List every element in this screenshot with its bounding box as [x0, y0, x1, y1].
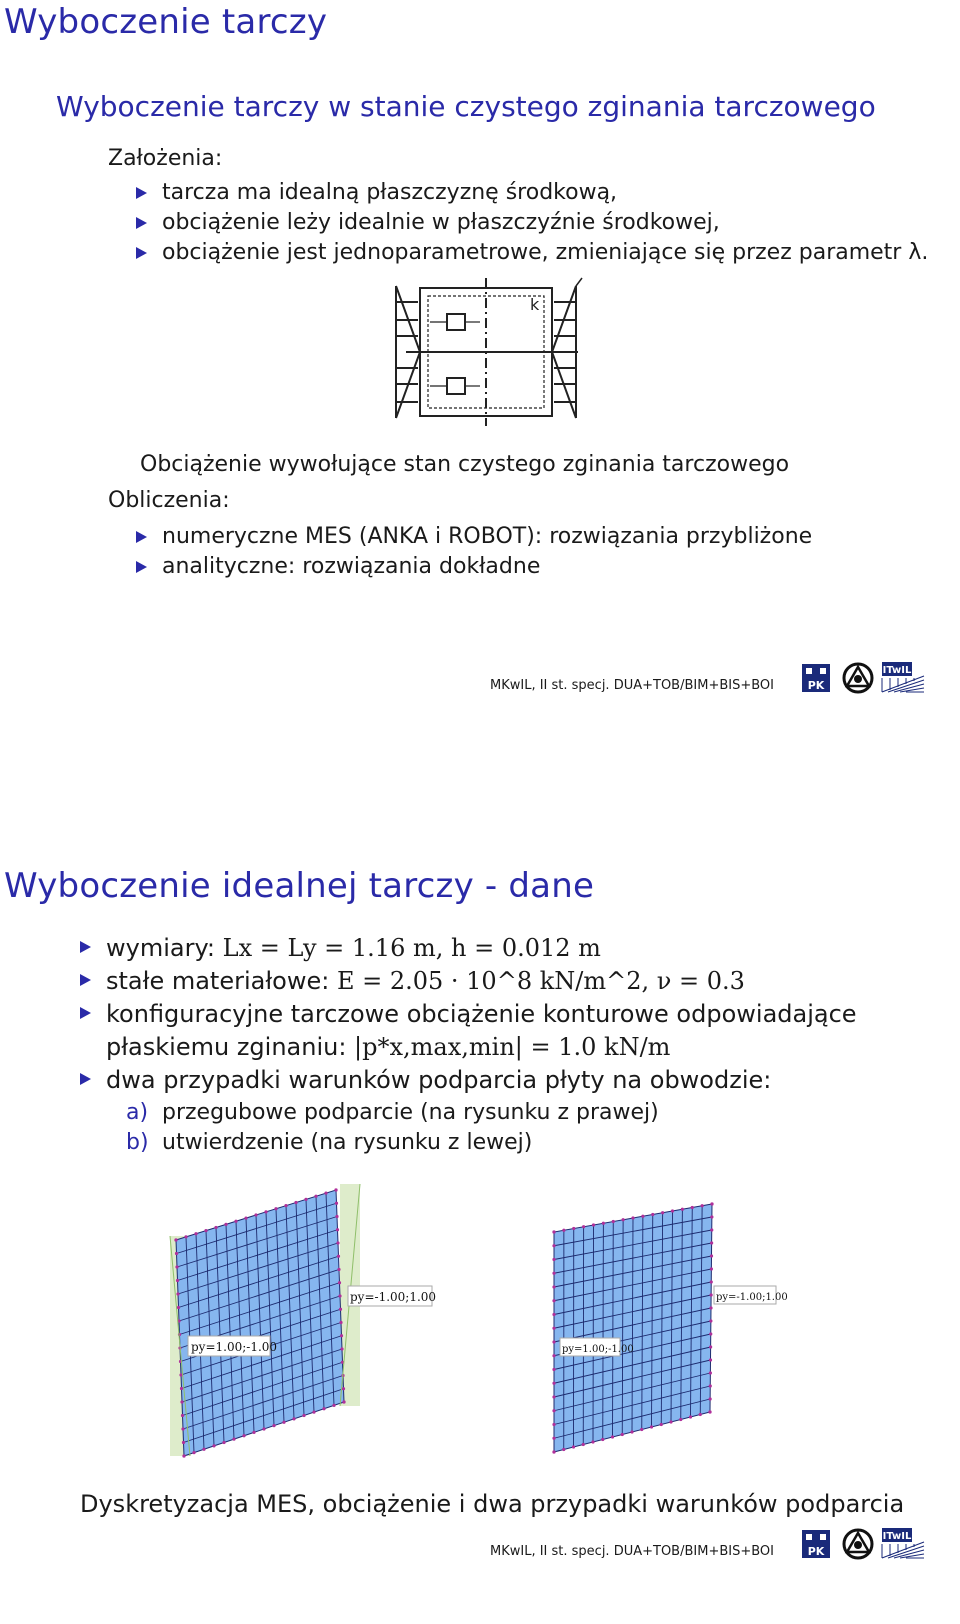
support-marker: [194, 1232, 197, 1235]
support-marker: [630, 1430, 633, 1433]
support-marker: [709, 1384, 712, 1387]
top-load-label: py=-1.00;1.00: [350, 1290, 437, 1304]
support-marker: [180, 1400, 183, 1403]
support-marker: [224, 1223, 227, 1226]
support-marker: [651, 1213, 654, 1216]
bullet-triangle-icon: [136, 561, 147, 573]
support-marker: [335, 1215, 338, 1218]
support-marker: [552, 1354, 555, 1357]
bending-plate-figure: [392, 278, 592, 428]
support-marker: [552, 1230, 555, 1233]
support-marker: [572, 1445, 575, 1448]
support-marker: [337, 1268, 340, 1271]
list-item: analityczne: rozwiązania dokładne: [136, 552, 812, 582]
support-marker: [552, 1272, 555, 1275]
support-marker: [611, 1435, 614, 1438]
mesh-left: [174, 1188, 345, 1457]
support-marker: [591, 1440, 594, 1443]
support-marker: [340, 1334, 343, 1337]
support-marker: [582, 1225, 585, 1228]
support-marker: [669, 1420, 672, 1423]
support-marker: [284, 1204, 287, 1207]
figure-caption: Dyskretyzacja MES, obciążenie i dwa przypadki warunków podparcia: [80, 1490, 905, 1518]
list-item: obciążenie leży idealnie w płaszczyźnie środkowej,: [136, 208, 928, 238]
support-marker: [592, 1223, 595, 1226]
support-marker: [322, 1407, 325, 1410]
faculty-emblem-logo: [842, 1528, 874, 1564]
support-marker: [254, 1213, 257, 1216]
support-marker: [242, 1434, 245, 1437]
support-marker: [232, 1438, 235, 1441]
figure-caption: Obciążenie wywołujące stan czystego zginania tarczowego: [140, 452, 790, 477]
support-marker: [182, 1454, 185, 1457]
support-marker: [709, 1306, 712, 1309]
support-marker: [244, 1217, 247, 1220]
support-marker: [552, 1409, 555, 1412]
bullet-triangle-icon: [80, 974, 91, 986]
support-marker: [175, 1252, 178, 1255]
support-marker: [709, 1397, 712, 1400]
support-marker: [336, 1228, 339, 1231]
support-marker: [709, 1319, 712, 1322]
support-marker: [335, 1202, 338, 1205]
support-marker: [671, 1209, 674, 1212]
list-item-continuation: płaskiemu zginaniu: |p*x,max,min| = 1.0 kN/m: [106, 1033, 671, 1061]
slide-title: Wyboczenie tarczy: [4, 2, 328, 42]
pk-logo: [800, 1528, 832, 1564]
support-marker: [661, 1211, 664, 1214]
support-marker: [709, 1345, 712, 1348]
support-marker: [294, 1201, 297, 1204]
support-marker: [338, 1281, 341, 1284]
support-marker: [552, 1450, 555, 1453]
support-marker: [339, 1321, 342, 1324]
faculty-emblem-logo: [842, 662, 874, 698]
support-marker: [340, 1347, 343, 1350]
calculations-list: [136, 522, 812, 582]
support-marker: [612, 1220, 615, 1223]
support-marker: [214, 1226, 217, 1229]
fem-mesh-right-figure: [540, 1190, 788, 1466]
support-marker: [621, 1433, 624, 1436]
support-marker: [204, 1229, 207, 1232]
mesh-right: [552, 1202, 713, 1453]
support-marker: [582, 1443, 585, 1446]
bottom-load-label: py=1.00;-1.00: [191, 1340, 278, 1354]
support-marker: [622, 1218, 625, 1221]
support-marker: [562, 1448, 565, 1451]
support-marker: [274, 1207, 277, 1210]
support-marker: [334, 1188, 337, 1191]
assumptions-list: [136, 178, 928, 268]
support-marker: [701, 1204, 704, 1207]
svg-text:ITwIL: ITwIL: [882, 665, 912, 676]
support-marker: [234, 1220, 237, 1223]
list-item: b) utwierdzenie (na rysunku z lewej): [126, 1130, 533, 1155]
bullet-triangle-icon: [136, 187, 147, 199]
list-item: dwa przypadki warunków podparcia płyty na obwodzie:: [80, 1064, 857, 1097]
support-marker: [324, 1192, 327, 1195]
support-marker: [180, 1387, 183, 1390]
support-marker: [631, 1216, 634, 1219]
bullet-triangle-icon: [80, 1007, 91, 1019]
support-marker: [709, 1332, 712, 1335]
support-marker: [689, 1415, 692, 1418]
support-marker: [710, 1267, 713, 1270]
support-marker: [552, 1340, 555, 1343]
support-marker: [552, 1285, 555, 1288]
footer-text: MKwIL, II st. specj. DUA+TOB/BIM+BIS+BOI: [490, 678, 774, 693]
support-marker: [710, 1215, 713, 1218]
list-item: numeryczne MES (ANKA i ROBOT): rozwiązania przybliżone: [136, 522, 812, 552]
support-marker: [572, 1227, 575, 1230]
support-marker: [184, 1235, 187, 1238]
support-marker: [337, 1255, 340, 1258]
support-marker: [282, 1421, 285, 1424]
support-marker: [192, 1451, 195, 1454]
support-marker: [552, 1423, 555, 1426]
support-marker: [601, 1438, 604, 1441]
support-marker: [264, 1210, 267, 1213]
support-marker: [562, 1229, 565, 1232]
support-cases-list: [126, 1098, 659, 1158]
support-marker: [342, 1400, 345, 1403]
support-marker: [181, 1427, 184, 1430]
list-item: a) przegubowe podparcie (na rysunku z prawej): [126, 1100, 659, 1125]
bottom-load-label: py=1.00;-1.00: [562, 1344, 634, 1355]
support-marker: [552, 1327, 555, 1330]
footer-text: MKwIL, II st. specj. DUA+TOB/BIM+BIS+BOI: [490, 1544, 774, 1559]
support-marker: [292, 1417, 295, 1420]
list-item: tarcza ma idealną płaszczyznę środkową,: [136, 178, 928, 208]
support-marker: [181, 1414, 184, 1417]
itwil-logo: [880, 660, 926, 698]
support-marker: [272, 1424, 275, 1427]
support-marker: [342, 1387, 345, 1390]
support-marker: [332, 1404, 335, 1407]
support-marker: [709, 1358, 712, 1361]
support-marker: [174, 1238, 177, 1241]
support-marker: [699, 1413, 702, 1416]
calculations-heading: Obliczenia:: [108, 488, 230, 513]
support-marker: [691, 1206, 694, 1209]
support-marker: [252, 1431, 255, 1434]
svg-text:PK: PK: [807, 679, 825, 692]
support-marker: [710, 1254, 713, 1257]
support-marker: [552, 1368, 555, 1371]
svg-text:ITwIL: ITwIL: [882, 1531, 912, 1542]
support-marker: [552, 1395, 555, 1398]
support-marker: [650, 1425, 653, 1428]
support-marker: [339, 1308, 342, 1311]
list-item: obciążenie jest jednoparametrowe, zmieniające się przez parametr λ.: [136, 238, 928, 268]
support-marker: [212, 1444, 215, 1447]
support-marker: [640, 1428, 643, 1431]
support-marker: [182, 1441, 185, 1444]
support-marker: [552, 1382, 555, 1385]
slide-1: [0, 0, 960, 810]
support-marker: [202, 1448, 205, 1451]
list-item: konfiguracyjne tarczowe obciążenie konturowe odpowiadające: [80, 998, 857, 1031]
support-marker: [660, 1423, 663, 1426]
support-marker: [175, 1265, 178, 1268]
slide-subtitle: Wyboczenie tarczy w stanie czystego zginania tarczowego: [56, 90, 876, 123]
support-marker: [304, 1198, 307, 1201]
slide-title: Wyboczenie idealnej tarczy - dane: [4, 866, 595, 906]
data-list: [80, 932, 857, 1097]
bullet-triangle-icon: [136, 247, 147, 259]
pk-logo: [800, 662, 832, 698]
bullet-triangle-icon: [80, 941, 91, 953]
support-marker: [177, 1306, 180, 1309]
support-marker: [710, 1202, 713, 1205]
support-marker: [262, 1427, 265, 1430]
support-marker: [176, 1279, 179, 1282]
list-item: stałe materiałowe: E = 2.05 · 10^8 kN/m^2, ν = 0.3: [80, 965, 857, 998]
support-marker: [709, 1371, 712, 1374]
support-marker: [552, 1299, 555, 1302]
support-marker: [176, 1292, 179, 1295]
figure-label-k: k: [530, 295, 540, 314]
support-marker: [641, 1215, 644, 1218]
support-marker: [338, 1294, 341, 1297]
support-marker: [679, 1418, 682, 1421]
support-marker: [302, 1414, 305, 1417]
support-marker: [710, 1280, 713, 1283]
slide-2: [0, 812, 960, 1624]
fem-mesh-left-figure: [160, 1176, 440, 1468]
support-marker: [710, 1228, 713, 1231]
support-marker: [552, 1313, 555, 1316]
support-marker: [314, 1195, 317, 1198]
support-marker: [552, 1244, 555, 1247]
support-marker: [602, 1222, 605, 1225]
assumptions-heading: Założenia:: [108, 146, 223, 171]
support-marker: [336, 1241, 339, 1244]
support-marker: [552, 1258, 555, 1261]
support-marker: [312, 1411, 315, 1414]
top-load-label: py=-1.00;1.00: [716, 1292, 788, 1303]
svg-text:PK: PK: [807, 1545, 825, 1558]
support-marker: [681, 1208, 684, 1211]
support-marker: [710, 1293, 713, 1296]
bullet-triangle-icon: [136, 531, 147, 543]
support-marker: [552, 1437, 555, 1440]
itwil-logo: [880, 1526, 926, 1564]
support-marker: [222, 1441, 225, 1444]
support-marker: [710, 1241, 713, 1244]
bullet-triangle-icon: [80, 1073, 91, 1085]
list-item: wymiary: Lx = Ly = 1.16 m, h = 0.012 m: [80, 932, 857, 965]
support-marker: [708, 1410, 711, 1413]
bullet-triangle-icon: [136, 217, 147, 229]
